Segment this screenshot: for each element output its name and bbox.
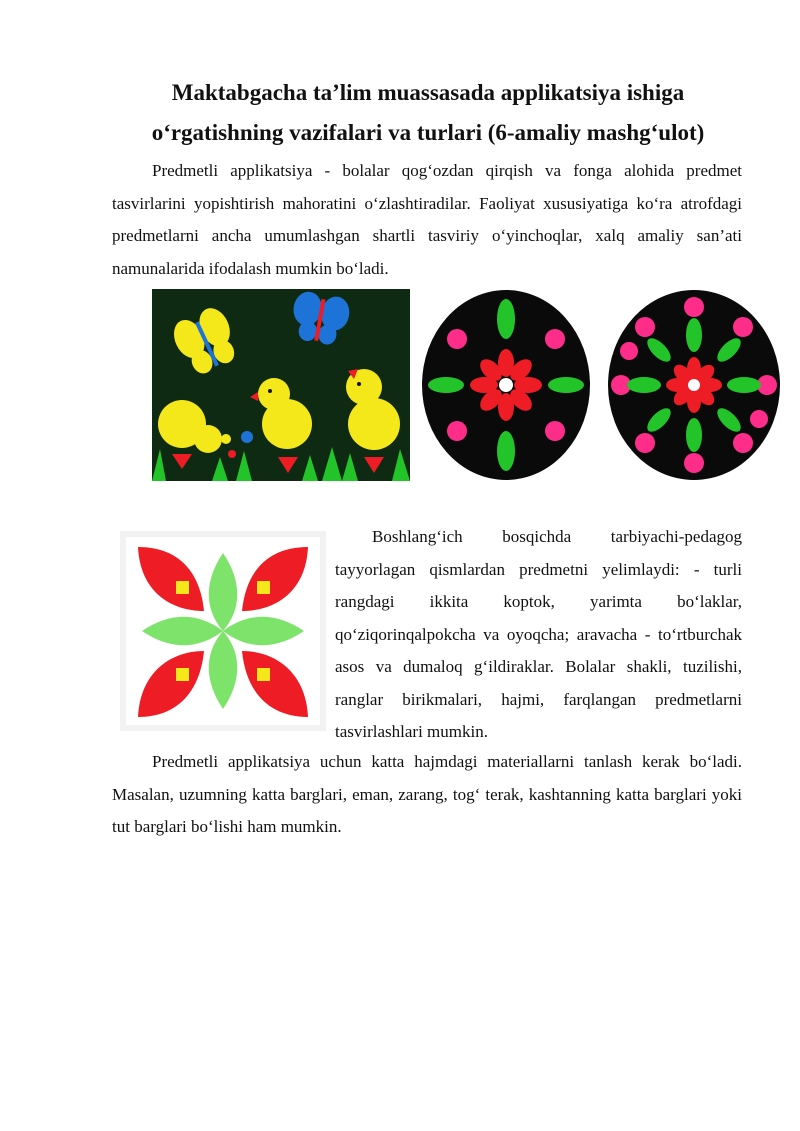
paragraph-initial-stage: Boshlang‘ich bosqichda tarbiyachi-pedagog tayyorlagan qismlardan predmetni yelimlaydi: - turli rangdagi ikkita koptok, yarimta bo‘laklar, qo‘ziqorinqalpokcha va oyoqcha; aravacha - to‘rtburchak asos va dumaloq g‘ildiraklar. Bolalar shakli, tuzilishi, ranglar birikmalari, hajmi, farqlangan predmetlarni tasvirlashlari mumkin. <box>335 527 742 741</box>
paragraph-materials: Predmetli applikatsiya uchun katta hajmdagi materiallarni tanlash kerak bo‘ladi. Masalan, uzumning katta barglari, eman, zarang, tog‘ terak, kashtanning katta barglari yoki tut barglari bo‘lishi ham mumkin. <box>112 752 742 836</box>
black-circle-ring-applique-image <box>605 289 783 481</box>
black-circle-flower-applique-image <box>421 289 591 481</box>
document-title-line-1: Maktabgacha ta’lim muassasada applikatsiya ishiga <box>171 80 685 105</box>
chicks-butterflies-applique-image <box>152 289 410 481</box>
document-title-line-2: o‘rgatishning vazifalari va turlari (6-amaliy mashg‘ulot) <box>151 120 705 145</box>
square-leaf-pattern-applique-image <box>120 531 326 731</box>
paragraph-intro: Predmetli applikatsiya - bolalar qog‘ozdan qirqish va fonga alohida predmet tasvirlarini yopishtirish mahoratini o‘zlashtiradilar. Faoliyat xususiyatiga ko‘ra atrofdagi predmetlarni ancha umumlashgan shartli tasviriy o‘yinchoqlar, xalq amaliy san’ati namunalarida ifodalash mumkin bo‘ladi. <box>112 161 742 278</box>
